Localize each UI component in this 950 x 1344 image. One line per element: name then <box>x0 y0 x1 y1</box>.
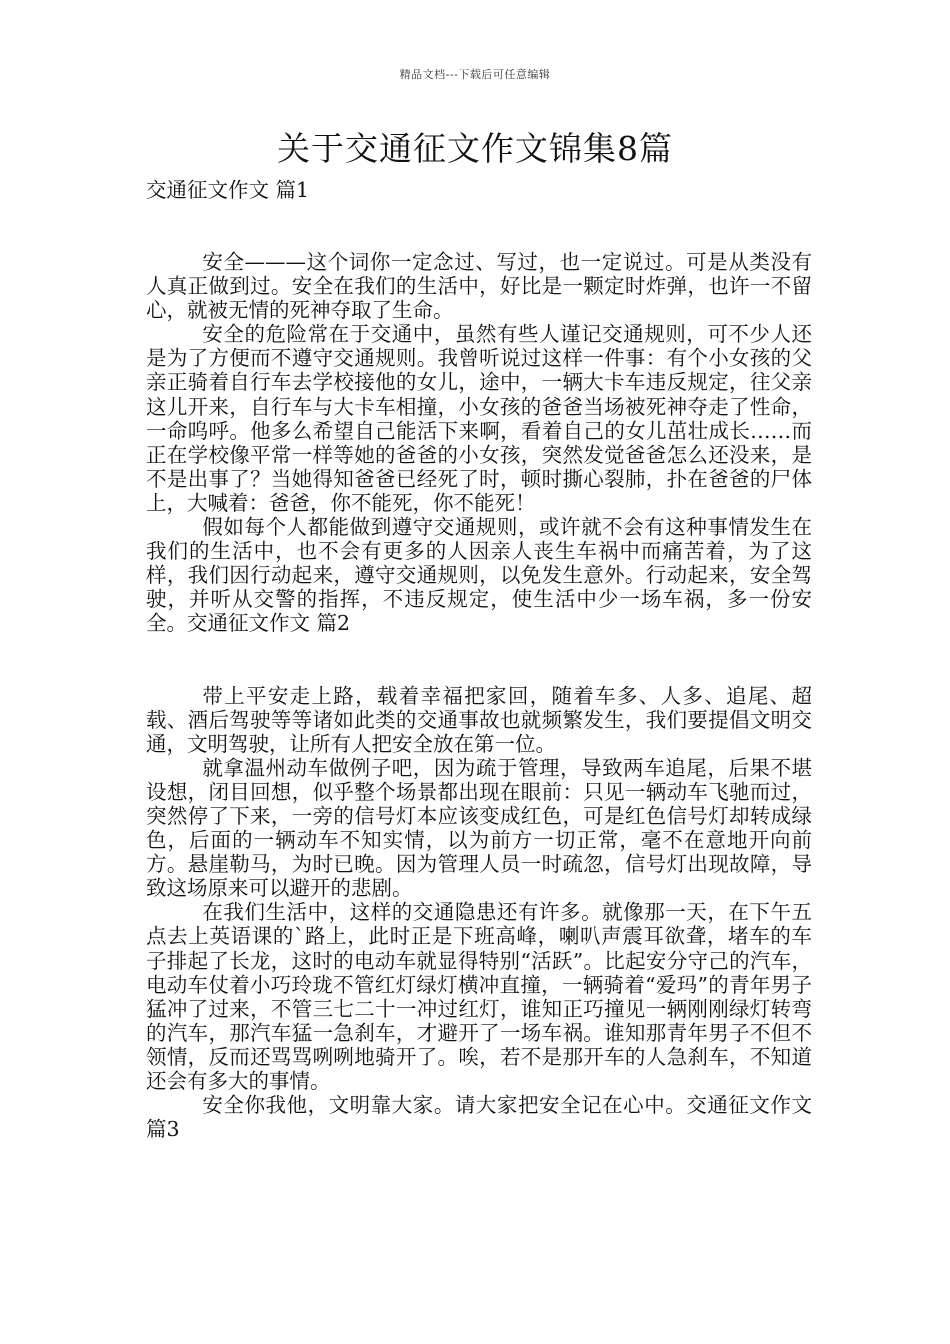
paragraph: 带上平安走上路，载着幸福把家回，随着车多、人多、追尾、超载、酒后驾驶等等诸如此类的交通事故也就频繁发生，我们要提倡文明交通，文明驾驶，让所有人把安全放在第一位。 <box>146 683 812 756</box>
paragraph-text: 安全你我他，文明靠大家。请大家把安全记在心中。 <box>202 1093 687 1118</box>
section-heading-1: 交通征文作文 篇1 <box>146 178 310 202</box>
section-heading-2: 交通征文作文 篇2 <box>187 611 351 636</box>
header-note: 精品文档---下载后可任意编辑 <box>399 68 551 81</box>
section-heading-3: 交通征文作文 篇3 <box>146 1093 813 1142</box>
document-title: 关于交通征文作文锦集8篇 <box>277 129 673 168</box>
paragraph <box>146 1093 812 1141</box>
paragraph <box>146 515 812 635</box>
paragraph-text: 假如每个人都能做到遵守交通规则，或许就不会有这种事情发生在我们的生活中，也不会有更多的人因亲人丧生车祸中而痛苦着，为了这样，我们因行动起来，遵守交通规则，以免发生意外。行动起来，安全驾驶，并听从交警的指挥，不违反规定，使生活中少一场车祸，多一份安全。 <box>146 515 812 636</box>
paragraph: 在我们生活中，这样的交通隐患还有许多。就像那一天，在下午五点去上英语课的`路上，此时正是下班高峰，喇叭声震耳欲聋，堵车的车子排起了长龙，这时的电动车就显得特别“活跃”。比起安分守己的汽车，电动车仗着小巧玲珑不管红灯绿灯横冲直撞，一辆骑着“爱玛”的青年男子猛冲了过来，不管三七二十一冲过红灯，谁知正巧撞见一辆刚刚绿灯转弯的汽车，那汽车猛一急刹车，才避开了一场车祸。谁知那青年男子不但不领情，反而还骂骂咧咧地骑开了。唉，若不是那开车的人急刹车，不知道还会有多大的事情。 <box>146 900 812 1093</box>
paragraph: 安全———这个词你一定念过、写过，也一定说过。可是从类没有人真正做到过。安全在我们的生活中，好比是一颗定时炸弹，也许一不留心，就被无情的死神夺取了生命。 <box>146 250 812 323</box>
paragraph: 就拿温州动车做例子吧，因为疏于管理，导致两车追尾，后果不堪设想，闭目回想，似乎整个场景都出现在眼前：只见一辆动车飞驰而过，突然停了下来，一旁的信号灯本应该变成红色，可是红色信号灯却转成绿色，后面的一辆动车不知实情，以为前方一切正常，毫不在意地开向前方。悬崖勒马，为时已晚。因为管理人员一时疏忽，信号灯出现故障，导致这场原来可以避开的悲剧。 <box>146 755 812 901</box>
section-spacer <box>146 636 812 684</box>
document-body <box>146 178 812 1141</box>
paragraph: 安全的危险常在于交通中，虽然有些人谨记交通规则，可不少人还是为了方便而不遵守交通规则。我曾听说过这样一件事：有个小女孩的父亲正骑着自行车去学校接他的女儿，途中，一辆大卡车违反规定，往父亲这儿开来，自行车与大卡车相撞，小女孩的爸爸当场被死神夺走了性命，一命呜呼。他多么希望自己能活下来啊，看着自己的女儿茁壮成长……而正在学校像平常一样等她的爸爸的小女孩，突然发觉爸爸怎么还没来，是不是出事了？当她得知爸爸已经死了时，顿时撕心裂肺，扑在爸爸的尸体上，大喊着：爸爸，你不能死，你不能死！ <box>146 322 812 515</box>
section-spacer <box>146 202 812 250</box>
